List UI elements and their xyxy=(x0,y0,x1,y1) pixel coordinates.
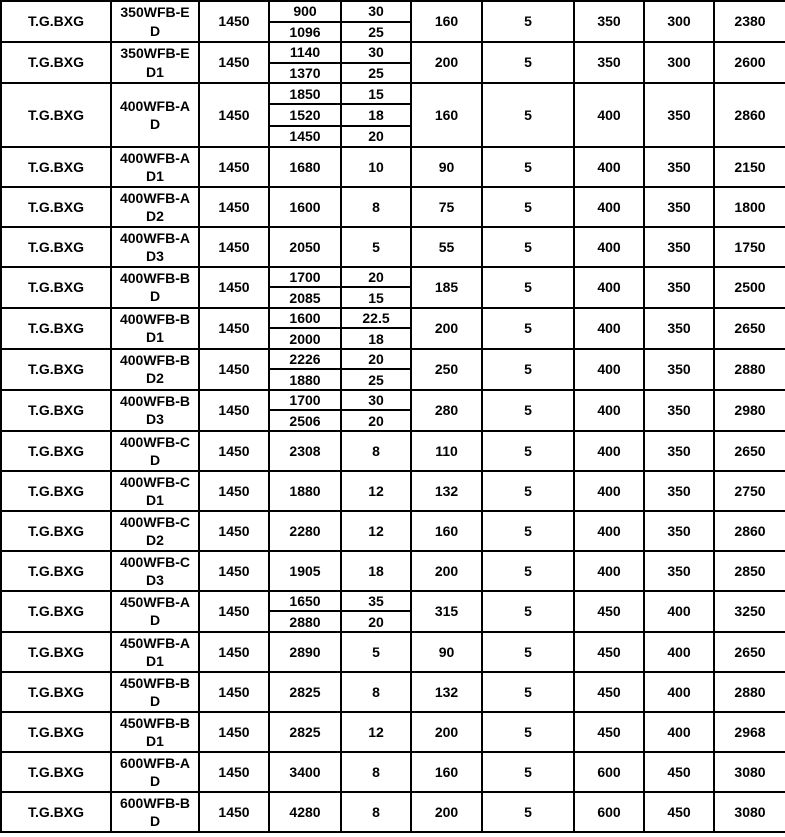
brand-cell: T.G.BXG xyxy=(1,267,111,308)
weight-cell: 2600 xyxy=(714,42,785,83)
size-cell: 350 xyxy=(644,147,714,187)
table-row xyxy=(1,672,785,712)
head-cell: 8 xyxy=(341,431,411,471)
model-cell: 450WFB-BD1 xyxy=(111,712,199,752)
weight-cell: 2968 xyxy=(714,712,785,752)
size-cell: 400 xyxy=(574,390,644,431)
size-cell: 350 xyxy=(644,227,714,267)
suction-cell: 5 xyxy=(482,187,574,227)
power-cell: 160 xyxy=(411,1,482,42)
speed-cell: 1450 xyxy=(199,551,269,591)
flow-cell: 1700 xyxy=(269,390,341,411)
flow-cell: 2280 xyxy=(269,511,341,551)
suction-cell: 5 xyxy=(482,390,574,431)
model-cell: 400WFB-BD1 xyxy=(111,308,199,349)
power-cell: 90 xyxy=(411,632,482,672)
model-cell: 400WFB-AD3 xyxy=(111,227,199,267)
speed-cell: 1450 xyxy=(199,431,269,471)
size-cell: 450 xyxy=(574,672,644,712)
table-row xyxy=(1,147,785,187)
head-cell: 8 xyxy=(341,672,411,712)
suction-cell: 5 xyxy=(482,83,574,147)
suction-cell: 5 xyxy=(482,147,574,187)
table-row xyxy=(1,83,785,104)
model-cell: 400WFB-BD2 xyxy=(111,349,199,390)
size-cell: 350 xyxy=(644,471,714,511)
flow-cell: 2226 xyxy=(269,349,341,370)
model-cell: 400WFB-BD xyxy=(111,267,199,308)
flow-cell: 2000 xyxy=(269,328,341,349)
head-cell: 12 xyxy=(341,511,411,551)
speed-cell: 1450 xyxy=(199,42,269,83)
pump-table-body xyxy=(1,1,785,832)
size-cell: 300 xyxy=(644,42,714,83)
speed-cell: 1450 xyxy=(199,511,269,551)
flow-cell: 900 xyxy=(269,1,341,22)
power-cell: 132 xyxy=(411,471,482,511)
power-cell: 75 xyxy=(411,187,482,227)
weight-cell: 2860 xyxy=(714,83,785,147)
head-cell: 20 xyxy=(341,349,411,370)
flow-cell: 1650 xyxy=(269,591,341,612)
model-cell: 350WFB-ED1 xyxy=(111,42,199,83)
flow-cell: 1520 xyxy=(269,104,341,125)
model-cell: 600WFB-AD xyxy=(111,752,199,792)
brand-cell: T.G.BXG xyxy=(1,752,111,792)
table-row xyxy=(1,42,785,63)
size-cell: 450 xyxy=(574,712,644,752)
power-cell: 200 xyxy=(411,308,482,349)
weight-cell: 2750 xyxy=(714,471,785,511)
size-cell: 300 xyxy=(644,1,714,42)
table-row xyxy=(1,187,785,227)
suction-cell: 5 xyxy=(482,551,574,591)
power-cell: 200 xyxy=(411,551,482,591)
head-cell: 10 xyxy=(341,147,411,187)
model-cell: 400WFB-CD2 xyxy=(111,511,199,551)
model-cell: 450WFB-AD xyxy=(111,591,199,632)
brand-cell: T.G.BXG xyxy=(1,551,111,591)
weight-cell: 1800 xyxy=(714,187,785,227)
power-cell: 200 xyxy=(411,712,482,752)
power-cell: 160 xyxy=(411,83,482,147)
size-cell: 400 xyxy=(574,551,644,591)
speed-cell: 1450 xyxy=(199,390,269,431)
suction-cell: 5 xyxy=(482,267,574,308)
table-row xyxy=(1,511,785,551)
size-cell: 600 xyxy=(574,792,644,832)
speed-cell: 1450 xyxy=(199,349,269,390)
suction-cell: 5 xyxy=(482,792,574,832)
flow-cell: 1905 xyxy=(269,551,341,591)
brand-cell: T.G.BXG xyxy=(1,147,111,187)
suction-cell: 5 xyxy=(482,672,574,712)
power-cell: 200 xyxy=(411,42,482,83)
head-cell: 5 xyxy=(341,227,411,267)
size-cell: 600 xyxy=(574,752,644,792)
model-cell: 400WFB-AD1 xyxy=(111,147,199,187)
size-cell: 350 xyxy=(644,349,714,390)
size-cell: 400 xyxy=(574,349,644,390)
brand-cell: T.G.BXG xyxy=(1,591,111,632)
table-row xyxy=(1,471,785,511)
size-cell: 350 xyxy=(574,1,644,42)
size-cell: 400 xyxy=(644,672,714,712)
brand-cell: T.G.BXG xyxy=(1,632,111,672)
size-cell: 350 xyxy=(644,511,714,551)
head-cell: 12 xyxy=(341,471,411,511)
flow-cell: 1600 xyxy=(269,187,341,227)
suction-cell: 5 xyxy=(482,511,574,551)
table-row xyxy=(1,752,785,792)
speed-cell: 1450 xyxy=(199,308,269,349)
speed-cell: 1450 xyxy=(199,187,269,227)
table-row xyxy=(1,308,785,329)
speed-cell: 1450 xyxy=(199,267,269,308)
head-cell: 5 xyxy=(341,632,411,672)
brand-cell: T.G.BXG xyxy=(1,792,111,832)
speed-cell: 1450 xyxy=(199,672,269,712)
suction-cell: 5 xyxy=(482,227,574,267)
flow-cell: 2050 xyxy=(269,227,341,267)
brand-cell: T.G.BXG xyxy=(1,511,111,551)
head-cell: 35 xyxy=(341,591,411,612)
power-cell: 110 xyxy=(411,431,482,471)
suction-cell: 5 xyxy=(482,752,574,792)
flow-cell: 2506 xyxy=(269,410,341,431)
speed-cell: 1450 xyxy=(199,792,269,832)
table-row xyxy=(1,792,785,832)
power-cell: 160 xyxy=(411,752,482,792)
weight-cell: 3250 xyxy=(714,591,785,632)
table-row xyxy=(1,591,785,612)
weight-cell: 2650 xyxy=(714,632,785,672)
flow-cell: 3400 xyxy=(269,752,341,792)
brand-cell: T.G.BXG xyxy=(1,390,111,431)
power-cell: 250 xyxy=(411,349,482,390)
size-cell: 400 xyxy=(574,471,644,511)
flow-cell: 1850 xyxy=(269,83,341,104)
head-cell: 20 xyxy=(341,611,411,632)
power-cell: 55 xyxy=(411,227,482,267)
size-cell: 400 xyxy=(574,227,644,267)
flow-cell: 1880 xyxy=(269,369,341,390)
speed-cell: 1450 xyxy=(199,83,269,147)
power-cell: 160 xyxy=(411,511,482,551)
speed-cell: 1450 xyxy=(199,591,269,632)
brand-cell: T.G.BXG xyxy=(1,187,111,227)
model-cell: 400WFB-AD2 xyxy=(111,187,199,227)
head-cell: 30 xyxy=(341,42,411,63)
size-cell: 450 xyxy=(644,752,714,792)
model-cell: 400WFB-CD xyxy=(111,431,199,471)
weight-cell: 1750 xyxy=(714,227,785,267)
size-cell: 350 xyxy=(644,431,714,471)
table-row xyxy=(1,1,785,22)
suction-cell: 5 xyxy=(482,349,574,390)
weight-cell: 3080 xyxy=(714,792,785,832)
head-cell: 20 xyxy=(341,267,411,288)
size-cell: 400 xyxy=(644,591,714,632)
flow-cell: 1370 xyxy=(269,63,341,84)
suction-cell: 5 xyxy=(482,712,574,752)
table-row xyxy=(1,227,785,267)
head-cell: 20 xyxy=(341,126,411,147)
size-cell: 350 xyxy=(574,42,644,83)
weight-cell: 2860 xyxy=(714,511,785,551)
brand-cell: T.G.BXG xyxy=(1,712,111,752)
speed-cell: 1450 xyxy=(199,712,269,752)
suction-cell: 5 xyxy=(482,471,574,511)
size-cell: 400 xyxy=(574,147,644,187)
speed-cell: 1450 xyxy=(199,632,269,672)
flow-cell: 1680 xyxy=(269,147,341,187)
weight-cell: 2650 xyxy=(714,431,785,471)
flow-cell: 2890 xyxy=(269,632,341,672)
weight-cell: 2150 xyxy=(714,147,785,187)
brand-cell: T.G.BXG xyxy=(1,1,111,42)
speed-cell: 1450 xyxy=(199,227,269,267)
suction-cell: 5 xyxy=(482,42,574,83)
brand-cell: T.G.BXG xyxy=(1,308,111,349)
brand-cell: T.G.BXG xyxy=(1,672,111,712)
size-cell: 350 xyxy=(644,551,714,591)
size-cell: 400 xyxy=(574,83,644,147)
flow-cell: 1140 xyxy=(269,42,341,63)
flow-cell: 2825 xyxy=(269,672,341,712)
size-cell: 400 xyxy=(574,511,644,551)
head-cell: 25 xyxy=(341,22,411,43)
head-cell: 12 xyxy=(341,712,411,752)
model-cell: 400WFB-CD3 xyxy=(111,551,199,591)
weight-cell: 2980 xyxy=(714,390,785,431)
head-cell: 8 xyxy=(341,187,411,227)
model-cell: 600WFB-BD xyxy=(111,792,199,832)
table-row xyxy=(1,632,785,672)
head-cell: 25 xyxy=(341,369,411,390)
flow-cell: 2308 xyxy=(269,431,341,471)
suction-cell: 5 xyxy=(482,431,574,471)
size-cell: 350 xyxy=(644,187,714,227)
flow-cell: 2085 xyxy=(269,287,341,308)
head-cell: 8 xyxy=(341,752,411,792)
head-cell: 8 xyxy=(341,792,411,832)
size-cell: 400 xyxy=(574,187,644,227)
suction-cell: 5 xyxy=(482,591,574,632)
size-cell: 350 xyxy=(644,83,714,147)
size-cell: 400 xyxy=(574,308,644,349)
head-cell: 25 xyxy=(341,63,411,84)
power-cell: 280 xyxy=(411,390,482,431)
weight-cell: 2850 xyxy=(714,551,785,591)
model-cell: 400WFB-AD xyxy=(111,83,199,147)
flow-cell: 1880 xyxy=(269,471,341,511)
speed-cell: 1450 xyxy=(199,752,269,792)
head-cell: 18 xyxy=(341,551,411,591)
flow-cell: 2880 xyxy=(269,611,341,632)
power-cell: 315 xyxy=(411,591,482,632)
table-row xyxy=(1,349,785,370)
weight-cell: 3080 xyxy=(714,752,785,792)
flow-cell: 1450 xyxy=(269,126,341,147)
flow-cell: 4280 xyxy=(269,792,341,832)
head-cell: 15 xyxy=(341,287,411,308)
size-cell: 400 xyxy=(644,712,714,752)
size-cell: 450 xyxy=(644,792,714,832)
suction-cell: 5 xyxy=(482,632,574,672)
flow-cell: 2825 xyxy=(269,712,341,752)
weight-cell: 2380 xyxy=(714,1,785,42)
head-cell: 20 xyxy=(341,410,411,431)
head-cell: 15 xyxy=(341,83,411,104)
head-cell: 30 xyxy=(341,390,411,411)
model-cell: 450WFB-AD1 xyxy=(111,632,199,672)
power-cell: 90 xyxy=(411,147,482,187)
head-cell: 18 xyxy=(341,104,411,125)
brand-cell: T.G.BXG xyxy=(1,227,111,267)
size-cell: 350 xyxy=(644,308,714,349)
head-cell: 30 xyxy=(341,1,411,22)
flow-cell: 1096 xyxy=(269,22,341,43)
weight-cell: 2650 xyxy=(714,308,785,349)
weight-cell: 2880 xyxy=(714,672,785,712)
table-row xyxy=(1,712,785,752)
brand-cell: T.G.BXG xyxy=(1,349,111,390)
size-cell: 350 xyxy=(644,390,714,431)
suction-cell: 5 xyxy=(482,308,574,349)
model-cell: 350WFB-ED xyxy=(111,1,199,42)
size-cell: 350 xyxy=(644,267,714,308)
flow-cell: 1700 xyxy=(269,267,341,288)
size-cell: 400 xyxy=(574,267,644,308)
model-cell: 450WFB-BD xyxy=(111,672,199,712)
flow-cell: 1600 xyxy=(269,308,341,329)
brand-cell: T.G.BXG xyxy=(1,431,111,471)
speed-cell: 1450 xyxy=(199,1,269,42)
suction-cell: 5 xyxy=(482,1,574,42)
head-cell: 22.5 xyxy=(341,308,411,329)
model-cell: 400WFB-BD3 xyxy=(111,390,199,431)
brand-cell: T.G.BXG xyxy=(1,83,111,147)
weight-cell: 2500 xyxy=(714,267,785,308)
speed-cell: 1450 xyxy=(199,147,269,187)
table-row xyxy=(1,390,785,411)
size-cell: 400 xyxy=(644,632,714,672)
weight-cell: 2880 xyxy=(714,349,785,390)
brand-cell: T.G.BXG xyxy=(1,42,111,83)
size-cell: 400 xyxy=(574,431,644,471)
speed-cell: 1450 xyxy=(199,471,269,511)
model-cell: 400WFB-CD1 xyxy=(111,471,199,511)
size-cell: 450 xyxy=(574,632,644,672)
table-row xyxy=(1,551,785,591)
table-row xyxy=(1,431,785,471)
power-cell: 132 xyxy=(411,672,482,712)
power-cell: 200 xyxy=(411,792,482,832)
power-cell: 185 xyxy=(411,267,482,308)
head-cell: 18 xyxy=(341,328,411,349)
table-row xyxy=(1,267,785,288)
brand-cell: T.G.BXG xyxy=(1,471,111,511)
size-cell: 450 xyxy=(574,591,644,632)
